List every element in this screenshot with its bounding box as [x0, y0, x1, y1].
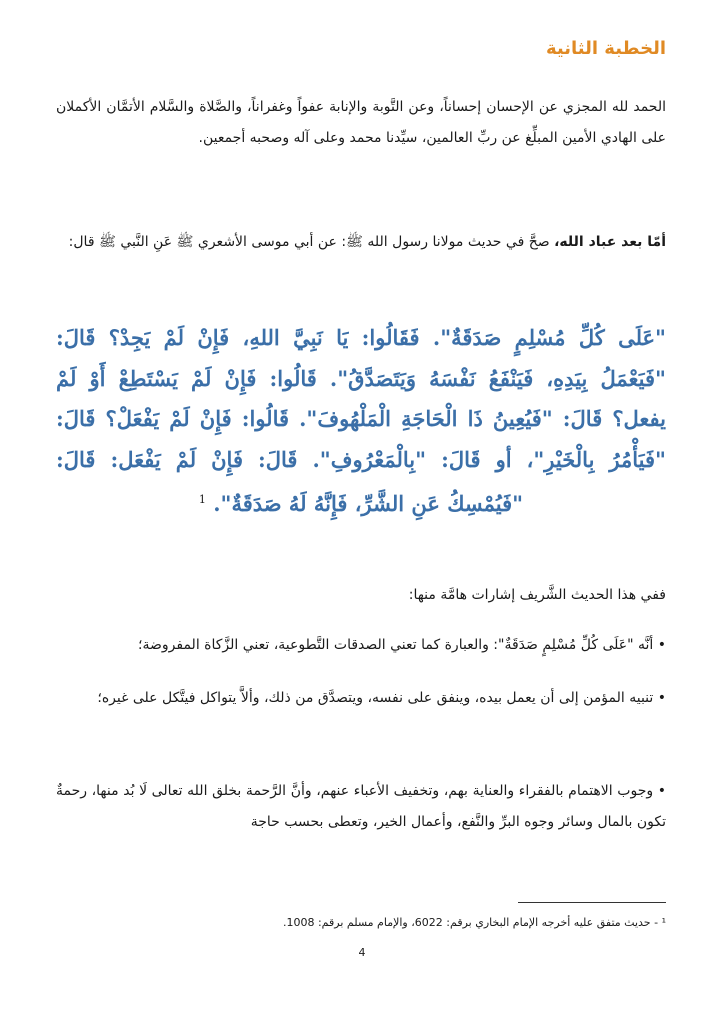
opening-paragraph: الحمد لله المجزي عن الإحسان إحساناً، وعن التَّوبة والإنابة عفواً وغفراناً، والصَّلاة والسَّلام الأتمَّان الأكملان على الهادي الأمين المبلِّغ عن ربِّ العالمين، سيِّدنا محمد وعلى آله وصحبه أجمعين.	[56, 99, 666, 146]
footnote-reference[interactable]: 1	[198, 493, 206, 506]
intro-rest: صحَّ في حديث مولانا رسول الله ﷺ: عن أبي موسى الأشعري ﷺ عَنِ النَّبي ﷺ قال:	[68, 234, 555, 250]
points-intro: ففي هذا الحديث الشَّريف إشارات هامَّة منها:	[408, 587, 666, 603]
section-heading: الخطبة الثانية	[545, 38, 666, 59]
intro-lead: أمّا بعد عباد الله،	[554, 234, 666, 250]
page-number: 4	[358, 946, 366, 959]
intro-paragraph	[56, 227, 666, 258]
hadith-quote	[56, 318, 666, 525]
bullet-point: • تنبيه المؤمن إلى أن يعمل بيده، وينفق على نفسه، ويتصدَّق من ذلك، وألاَّ يتواكل فيتَّكل على غيره؛	[97, 690, 666, 706]
footnote-text: ¹ - حديث متفق عليه أخرجه الإمام البخاري برقم: 6022، والإمام مسلم برقم: 1008.	[282, 916, 666, 929]
hadith-text: "عَلَى كُلِّ مُسْلِمٍ صَدَقَةٌ". فَقَالُوا: يَا نَبِيَّ اللهِ، فَإِنْ لَمْ يَجِدْ؟ قَالَ: "فَيَعْمَلُ بِيَدِهِ، فَيَنْفَعُ نَفْسَهُ وَيَتَصَدَّقُ". قَالُوا: فَإِنْ لَمْ يَسْتَطِعْ أَوْ لَمْ يفعل؟ قَالَ: "فَيُعِينُ ذَا الْحَاجَةِ الْمَلْهُوفَ". قَالُوا: فَإِنْ لَمْ يَفْعَلْ؟ قَالَ: "فَيَأْمُرُ بِالْخَيْرِ"، أو قَالَ: "بِالْمَعْرُوفِ". قَالَ: فَإِنْ لَمْ يَفْعَل: قَالَ: "فَيُمْسِكُ عَنِ الشَّرِّ، فَإِنَّهُ لَهُ صَدَقَةٌ".	[56, 325, 666, 516]
bullet-point: • وجوب الاهتمام بالفقراء والعناية بهم، وتخفيف الأعباء عنهم، وأنَّ الرَّحمة بخلق الله تعالى لَا بُد منها، رحمةٌ تكون بالمال وسائر وجوه البرِّ والنَّفع، وأعمال الخير، وتعطى بحسب حاجة	[56, 783, 666, 830]
footnote-divider	[518, 902, 666, 903]
bullet-point: • أنَّه "عَلَى كُلِّ مُسْلِمٍ صَدَقَةٌ": والعبارة كما تعني الصدقات التَّطوعية، تعني الزَّكاة المفروضة؛	[138, 637, 666, 653]
